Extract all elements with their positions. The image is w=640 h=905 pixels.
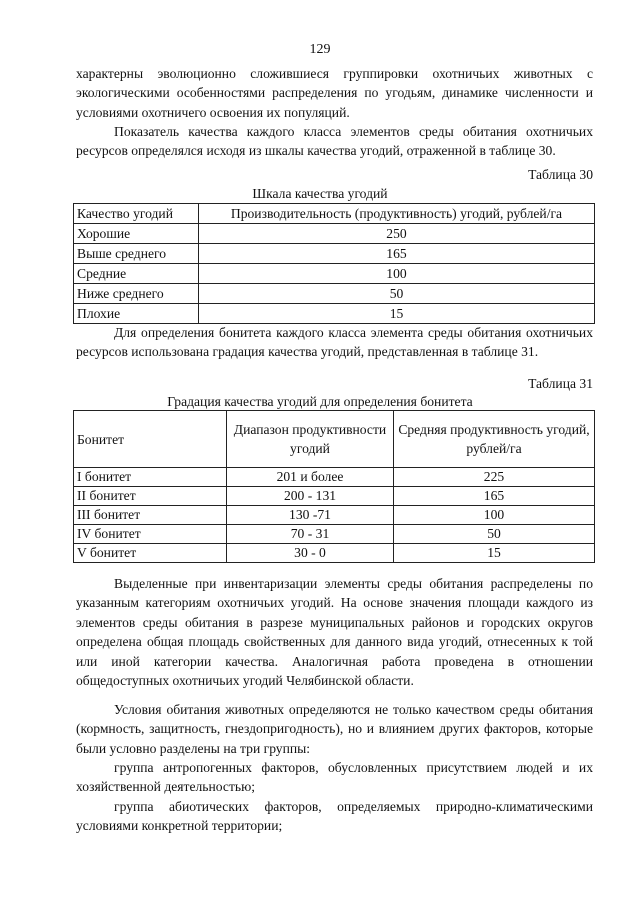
- table-header-cell: Бонитет: [74, 411, 227, 468]
- table-cell: 201 и более: [227, 468, 394, 487]
- table-header-cell: Средняя продуктивность угодий, рублей/га: [394, 411, 595, 468]
- paragraph-7: группа абиотических факторов, определяемых природно-климатическими условиями конкретной территории;: [76, 799, 593, 834]
- table-cell: 225: [394, 468, 595, 487]
- table-cell: 70 - 31: [227, 525, 394, 544]
- table-cell: V бонитет: [74, 544, 227, 563]
- table-cell: 15: [394, 544, 595, 563]
- table-cell: 130 -71: [227, 506, 394, 525]
- table-30-caption: Таблица 30: [528, 167, 593, 182]
- table-row: [74, 224, 595, 244]
- table-cell: I бонитет: [74, 468, 227, 487]
- table-cell: 100: [394, 506, 595, 525]
- table-cell: III бонитет: [74, 506, 227, 525]
- table-row: [74, 487, 595, 506]
- table-row: [74, 244, 595, 264]
- paragraph-5: Условия обитания животных определяются не только качеством среды обитания (кормность, защитность, гнездопригодность), но и влиянием других факторов, которые были условно разделены на три группы:: [76, 702, 593, 756]
- table-cell: 100: [199, 264, 595, 284]
- table-row: [74, 468, 595, 487]
- paragraph-3: Для определения бонитета каждого класса элемента среды обитания охотничьих ресурсов использована градация качества угодий, представленная в таблице 31.: [76, 325, 593, 360]
- table-cell: IV бонитет: [74, 525, 227, 544]
- table-cell: II бонитет: [74, 487, 227, 506]
- table-cell: 50: [199, 284, 595, 304]
- table-cell: 50: [394, 525, 595, 544]
- table-cell: Хорошие: [74, 224, 199, 244]
- paragraph-2: Показатель качества каждого класса элементов среды обитания охотничьих ресурсов определялся исходя из шкалы качества угодий, отраженной в таблице 30.: [76, 124, 593, 159]
- table-31-caption: Таблица 31: [528, 376, 593, 391]
- table-row: [74, 264, 595, 284]
- paragraph-4: Выделенные при инвентаризации элементы среды обитания распределены по указанным категориям охотничьих угодий. На основе значения площади каждого из элементов среды обитания в разрезе муниципальных районов и городских округов определена общая площадь свойственных для данного вида угодий, отнесенных к той или иной категории качества. Аналогичная работа проведена в отношении общедоступных охотничьих угодий Челябинской области.: [76, 576, 593, 689]
- table-cell: 30 - 0: [227, 544, 394, 563]
- table-row: [74, 304, 595, 324]
- page-number: 129: [309, 42, 331, 57]
- table-header-cell: Производительность (продуктивность) угодий, рублей/га: [199, 204, 595, 224]
- table-row: [74, 525, 595, 544]
- table-cell: Ниже среднего: [74, 284, 199, 304]
- table-header-cell: Качество угодий: [74, 204, 199, 224]
- paragraph-1: характерны эволюционно сложившиеся группировки охотничьих животных с экологическими особенностями распределения по угодьям, динамике численности и условиями охотничего освоения их популяций.: [76, 66, 593, 120]
- table-cell: 15: [199, 304, 595, 324]
- paragraph-6: группа антропогенных факторов, обусловленных присутствием людей и их хозяйственной деятельностью;: [76, 760, 593, 795]
- table-row: [74, 284, 595, 304]
- table-cell: Выше среднего: [74, 244, 199, 264]
- table-31-title: Градация качества угодий для определения бонитета: [167, 394, 473, 409]
- table-cell: 250: [199, 224, 595, 244]
- table-cell: Плохие: [74, 304, 199, 324]
- table-30: [73, 203, 595, 324]
- table-row: [74, 506, 595, 525]
- table-cell: 165: [394, 487, 595, 506]
- table-30-title: Шкала качества угодий: [252, 186, 388, 201]
- table-header-row: [74, 204, 595, 224]
- table-31: [73, 410, 595, 563]
- table-cell: 165: [199, 244, 595, 264]
- table-header-cell: Диапазон продуктивности угодий: [227, 411, 394, 468]
- table-header-row: [74, 411, 595, 468]
- table-cell: 200 - 131: [227, 487, 394, 506]
- table-cell: Средние: [74, 264, 199, 284]
- table-row: [74, 544, 595, 563]
